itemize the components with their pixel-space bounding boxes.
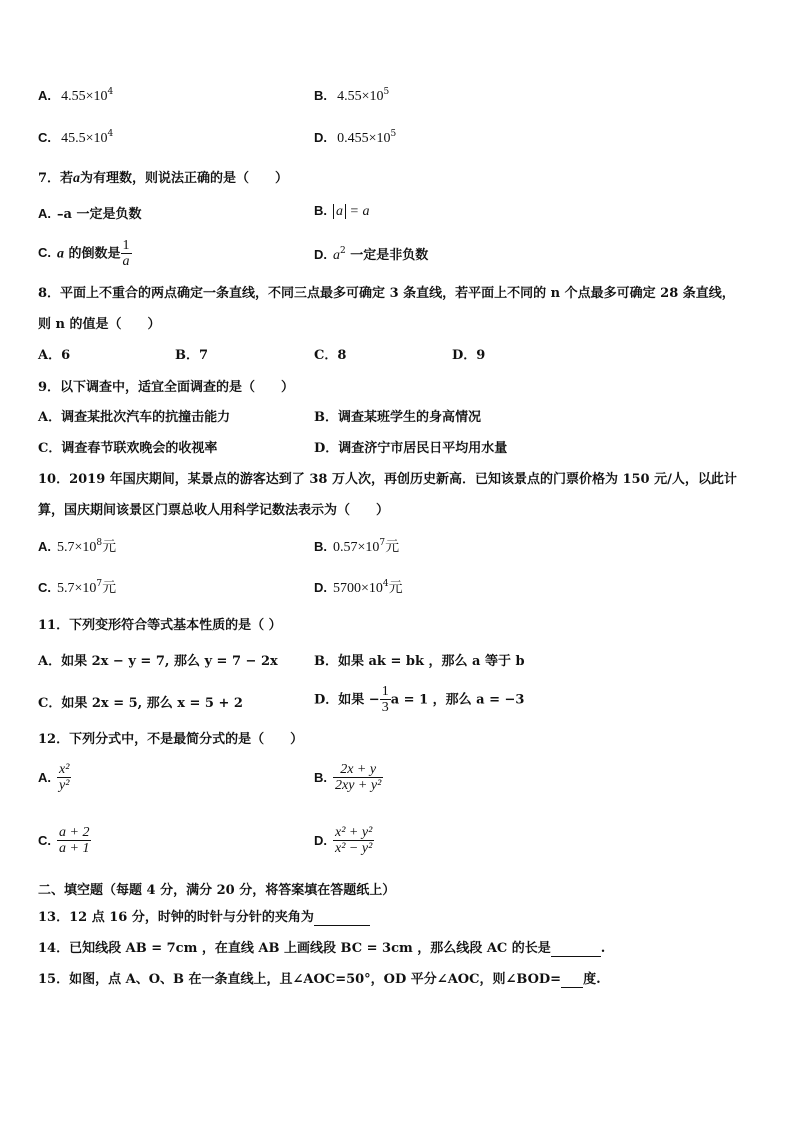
option-exponent: 4: [107, 129, 114, 139]
option-exponent: 7: [379, 538, 386, 548]
q12-option-b[interactable]: [314, 762, 383, 794]
q15-text-end: 度.: [583, 972, 601, 987]
option-key: D.: [314, 580, 327, 595]
option-mantissa: 45.5: [61, 131, 86, 146]
option-unit: 元: [388, 581, 403, 596]
q11-option-c[interactable]: C．如果 2x = 5, 那么 x = 5 + 2: [38, 696, 243, 711]
answer-blank[interactable]: [561, 972, 583, 988]
fraction: [57, 762, 71, 794]
fraction: [121, 238, 132, 270]
fraction-numerator: x²: [59, 762, 70, 777]
option-key: D.: [314, 833, 327, 849]
option-exponent: 8: [96, 538, 103, 548]
option-exponent: 5: [383, 87, 390, 97]
option-mantissa: 0.57: [333, 540, 358, 555]
fraction-numerator: x² + y²: [335, 825, 373, 840]
answer-blank[interactable]: [551, 941, 601, 957]
q15-stem: [38, 968, 601, 988]
fraction-denominator: y²: [59, 778, 70, 794]
option-mantissa: 4.55: [61, 89, 86, 104]
option-var: a: [57, 246, 64, 262]
option-equation: = a: [346, 204, 370, 219]
q9-option-d[interactable]: D．调查济宁市居民日平均用水量: [314, 441, 508, 456]
option-text-pre: D．如果 −: [314, 692, 380, 708]
option-key: A.: [38, 770, 51, 786]
option-base: ×10: [368, 131, 391, 146]
option-key: B.: [314, 88, 327, 103]
q7-stem-var: a: [73, 171, 81, 186]
option-exponent: 2: [340, 246, 346, 256]
option-text: 的倒数是: [64, 246, 121, 262]
q9-option-c[interactable]: C．调查春节联欢晚会的收视率: [38, 441, 218, 456]
option-key: C.: [38, 130, 51, 145]
q10-option-d[interactable]: [314, 577, 403, 597]
q9-option-b[interactable]: B．调查某班学生的身高情况: [314, 410, 481, 425]
option-base: ×10: [74, 581, 97, 596]
q8-stem-line2: 则 n 的值是（ ）: [38, 317, 161, 332]
fraction-numerator: 1: [122, 238, 130, 253]
q10-stem-line2: 算，国庆期间该景区门票总收人用科学记数法表示为（ ）: [38, 503, 390, 518]
q8-option-a[interactable]: A．6: [38, 348, 71, 363]
q10-stem-line1: 10．2019 年国庆期间，某景点的游客达到了 38 万人次，再创历史新高．已知该景点的门票价格为 150 元/人，以此计: [38, 472, 737, 487]
option-base: ×10: [74, 540, 97, 555]
q12-option-a[interactable]: [38, 762, 71, 794]
section-heading: 二、填空题（每题 4 分，满分 20 分，将答案填在答题纸上）: [38, 883, 396, 898]
q14-text-end: .: [600, 941, 606, 956]
q12-stem: 12．下列分式中，不是最简分式的是（ ）: [38, 732, 304, 747]
q15-text: 15．如图，点 A、O、B 在一条直线上，且∠AOC=50°，OD 平分∠AOC，则∠BOD=: [38, 972, 562, 987]
option-key: A.: [38, 206, 51, 221]
option-exponent: 7: [96, 579, 103, 589]
q7-stem-pre: 7．若: [38, 171, 74, 186]
option-key: A.: [38, 88, 51, 103]
q7-stem: [38, 167, 288, 187]
option-mantissa: 5.7: [57, 581, 75, 596]
option-base: ×10: [361, 581, 383, 596]
option-key: C.: [38, 580, 51, 595]
option-base: ×10: [85, 131, 108, 146]
q13-stem: [38, 906, 370, 926]
option-var: a: [333, 248, 340, 263]
fraction-denominator: 2xy + y²: [335, 778, 382, 794]
option-text: –a 一定是负数: [57, 207, 142, 222]
fraction-denominator: 3: [381, 700, 389, 716]
q6-option-d[interactable]: [314, 130, 396, 147]
fraction-numerator: a + 2: [59, 825, 90, 840]
q8-option-c[interactable]: C．8: [314, 348, 347, 363]
q13-text: 13．12 点 16 分，时钟的时针与分针的夹角为: [38, 910, 314, 925]
option-mantissa: 5.7: [57, 540, 75, 555]
q7-option-c[interactable]: [38, 238, 132, 270]
fraction: [333, 825, 374, 857]
fraction-denominator: x² − y²: [335, 841, 373, 857]
option-unit: 元: [385, 540, 400, 555]
option-key: C.: [38, 245, 51, 261]
option-text-post: a = 1 ，那么 a = −3: [390, 692, 525, 708]
q9-stem: 9．以下调查中，适宜全面调查的是（ ）: [38, 380, 295, 395]
fraction: [57, 825, 91, 857]
fraction: [333, 762, 383, 794]
q6-option-b[interactable]: [314, 88, 389, 105]
fraction-denominator: a + 1: [59, 841, 90, 857]
q8-option-d[interactable]: D．9: [452, 348, 486, 363]
option-key: B.: [314, 203, 327, 218]
q9-option-a[interactable]: A．调查某批次汽车的抗撞击能力: [38, 410, 231, 425]
q12-option-d[interactable]: [314, 825, 374, 857]
q11-option-a[interactable]: A．如果 2x − y = 7, 那么 y = 7 − 2x: [38, 654, 278, 669]
option-mantissa: 4.55: [337, 89, 362, 104]
fraction-denominator: a: [122, 254, 130, 270]
option-base: ×10: [357, 540, 380, 555]
q14-stem: [38, 937, 605, 957]
option-mantissa: 5700: [333, 581, 361, 596]
option-base: ×10: [85, 89, 108, 104]
q6-option-a[interactable]: [38, 88, 113, 105]
option-key: B.: [314, 539, 327, 554]
fraction: [380, 684, 391, 716]
q7-option-b[interactable]: [314, 203, 369, 220]
option-exponent: 4: [382, 579, 389, 589]
q10-option-a[interactable]: [38, 536, 116, 556]
option-exponent: 4: [107, 87, 114, 97]
option-key: D.: [314, 130, 327, 145]
option-base: ×10: [361, 89, 384, 104]
option-mantissa: 0.455: [337, 131, 369, 146]
option-text: 一定是非负数: [345, 248, 429, 263]
q7-option-a[interactable]: [38, 203, 141, 222]
fraction-numerator: 2x + y: [333, 762, 383, 778]
fraction-numerator: 1: [381, 684, 389, 699]
option-unit: 元: [102, 581, 117, 596]
q8-option-b[interactable]: B．7: [175, 348, 209, 363]
q7-option-d[interactable]: [314, 244, 428, 264]
option-key: B.: [314, 770, 327, 786]
q11-stem: 11．下列变形符合等式基本性质的是（ ）: [38, 618, 282, 633]
option-exponent: 5: [390, 129, 397, 139]
q14-text: 14．已知线段 AB = 7cm ，在直线 AB 上画线段 BC = 3cm ，那么线段 AC 的长是: [38, 941, 551, 956]
option-key: C.: [38, 833, 51, 849]
answer-blank[interactable]: [314, 910, 370, 926]
q6-option-c[interactable]: [38, 130, 113, 147]
option-key: D.: [314, 247, 327, 262]
q11-option-b[interactable]: B．如果 ak = bk ，那么 a 等于 b: [314, 654, 525, 669]
option-unit: 元: [102, 540, 117, 555]
q11-option-d[interactable]: [314, 684, 524, 716]
q10-option-c[interactable]: [38, 577, 116, 597]
q7-stem-post: 为有理数，则说法正确的是（ ）: [80, 171, 289, 186]
q12-option-c[interactable]: [38, 825, 91, 857]
q8-stem-line1: 8．平面上不重合的两点确定一条直线，不同三点最多可确定 3 条直线，若平面上不同的 n 个点最多可确定 28 条直线，: [38, 286, 735, 301]
q10-option-b[interactable]: [314, 536, 399, 556]
abs-value: a: [333, 204, 346, 219]
option-key: A.: [38, 539, 51, 554]
